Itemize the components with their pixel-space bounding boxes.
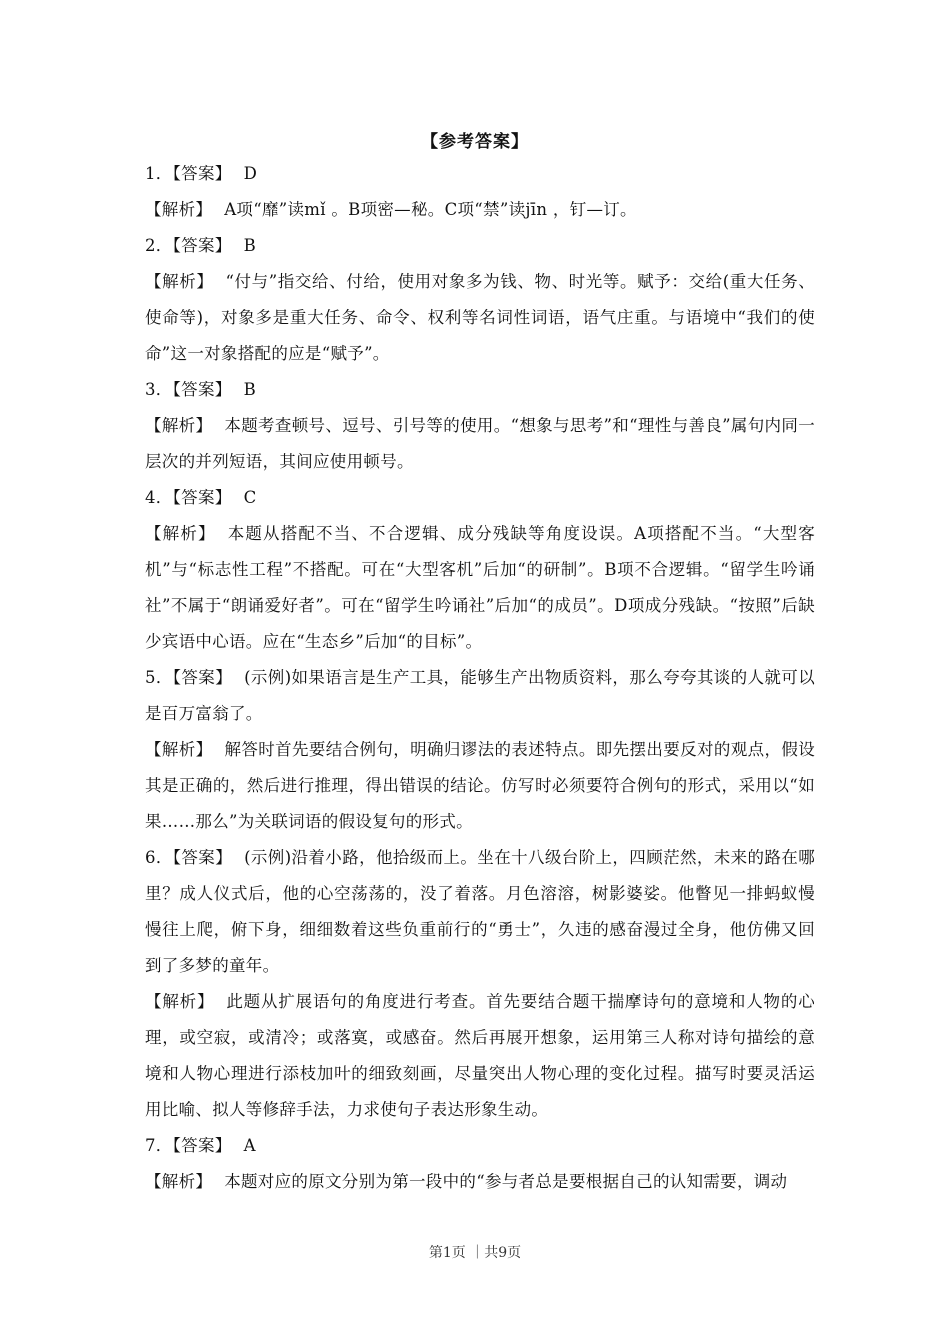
answer-item-2: [145, 228, 815, 372]
analysis-text: 本题从搭配不当、不合逻辑、成分残缺等角度设误。A项搭配不当。“大型客机”与“标志性工程”不搭配。可在“大型客机”后加“的研制”。B项不合逻辑。“留学生吟诵社”不属于“朗诵爱好者”。可在“留学生吟诵社”后加“的成员”。D项成分残缺。“按照”后缺少宾语中心语。应在“生态乡”后加“的目标”。: [145, 524, 815, 651]
analysis-text: 本题考查顿号、逗号、引号等的使用。“想象与思考”和“理性与善良”属句内同一层次的并列短语，其间应使用顿号。: [145, 416, 816, 471]
analysis-paragraph: [145, 516, 815, 660]
analysis-text: 此题从扩展语句的角度进行考查。首先要结合题干揣摩诗句的意境和人物的心理，或空寂，或清冷；或落寞，或感奋。然后再展开想象，运用第三人称对诗句描绘的意境和人物心理进行添枝加叶的细致刻画，尽量突出人物心理的变化过程。描写时要灵活运用比喻、拟人等修辞手法，力求使句子表达形象生动。: [145, 992, 816, 1119]
analysis-paragraph: [145, 1164, 815, 1200]
answer-label: 3．【答案】: [145, 380, 232, 399]
analysis-text: “付与”指交给、付给，使用对象多为钱、物、时光等。赋予：交给(重大任务、使命等)，对象多是重大任务、命令、权利等名词性词语，语气庄重。与语境中“我们的使命”这一对象搭配的应是“赋予”。: [145, 272, 815, 363]
analysis-paragraph: [145, 732, 815, 840]
answer-text: A: [243, 1136, 256, 1155]
page-title: 【参考答案】: [421, 132, 529, 152]
answer-item-4: [145, 480, 815, 660]
answer-item-1: [145, 156, 815, 228]
answer-label: 6．【答案】: [145, 848, 233, 867]
analysis-text: 解答时首先要结合例句，明确归谬法的表述特点。即先摆出要反对的观点，假设其是正确的，然后进行推理，得出错误的结论。仿写时必须要符合例句的形式，采用以“如果……那么”为关联词语的假设复句的形式。: [145, 740, 816, 831]
analysis-paragraph: [145, 984, 815, 1128]
analysis-label: 【解析】: [145, 416, 213, 435]
answer-line: [145, 228, 815, 264]
page-number-footer: 第1页 ｜共9页: [428, 1245, 522, 1261]
answer-text: D: [243, 164, 258, 183]
answer-line: [145, 480, 815, 516]
answer-label: 1．【答案】: [145, 164, 232, 183]
analysis-paragraph: [145, 264, 815, 372]
answer-label: 2．【答案】: [145, 236, 232, 255]
answer-line: [145, 840, 815, 984]
analysis-text: 本题对应的原文分别为第一段中的“参与者总是要根据自己的认知需要，调动: [224, 1172, 788, 1191]
analysis-label: 【解析】: [145, 992, 215, 1011]
answer-label: 4．【答案】: [145, 488, 232, 507]
answer-label: 7．【答案】: [145, 1136, 232, 1155]
answer-item-5: [145, 660, 815, 840]
analysis-label: 【解析】: [145, 524, 216, 543]
answer-text: B: [243, 236, 256, 255]
answer-item-7: [145, 1128, 815, 1200]
answer-line: [145, 1128, 815, 1164]
analysis-label: 【解析】: [145, 272, 214, 291]
analysis-label: 【解析】: [145, 200, 213, 219]
answer-line: [145, 372, 815, 408]
answer-text: B: [243, 380, 256, 399]
answer-label: 5．【答案】: [145, 668, 233, 687]
answer-text: (示例)如果语言是生产工具，能够生产出物质资料，那么夸夸其谈的人就可以是百万富翁了。: [145, 668, 815, 723]
analysis-label: 【解析】: [145, 1172, 213, 1191]
answer-item-6: [145, 840, 815, 1128]
answer-text: C: [243, 488, 257, 507]
analysis-paragraph: [145, 408, 815, 480]
answer-line: [145, 156, 815, 192]
answer-line: [145, 660, 815, 732]
answer-item-3: [145, 372, 815, 480]
analysis-paragraph: [145, 192, 815, 228]
analysis-label: 【解析】: [145, 740, 213, 759]
analysis-text: A项“靡”读mǐ 。B项密—秘。C项“禁”读jīn ，钉—订。: [224, 200, 637, 219]
answer-text: (示例)沿着小路，他拾级而上。坐在十八级台阶上，四顾茫然，未来的路在哪里？成人仪式后，他的心空荡荡的，没了着落。月色溶溶，树影婆娑。他瞥见一排蚂蚁慢慢往上爬，俯下身，细细数着这些负重前行的“勇士”，久违的感奋漫过全身，他仿佛又回到了多梦的童年。: [145, 848, 815, 975]
answer-list: [145, 156, 815, 1200]
